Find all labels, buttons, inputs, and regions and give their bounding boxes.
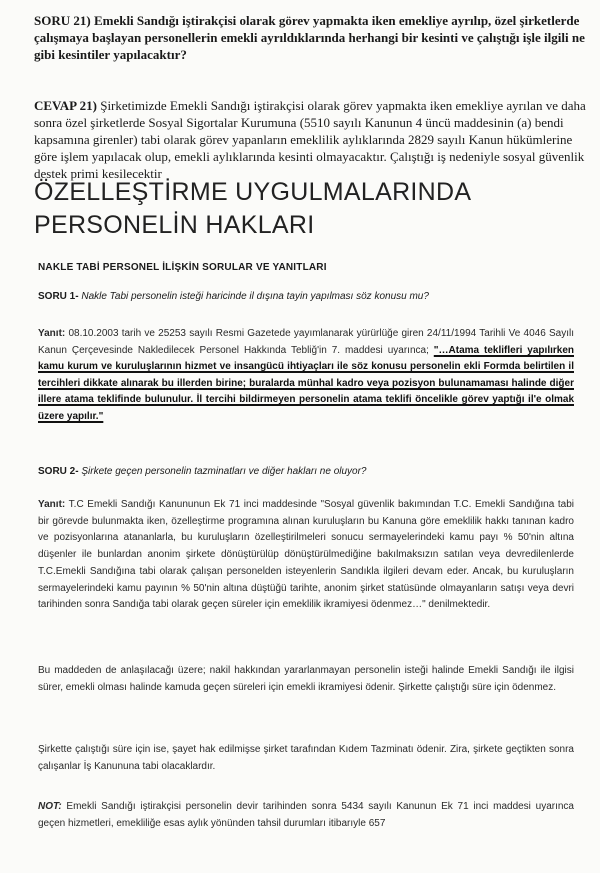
answer-1-underlined-quote: "…Atama teklifleri yapılırken kamu kurum ve kuruluşlarının hizmet ve insangücü ihtiyaçları ile söz konusu personelin ekli Formda belirtilen il tercihleri dikkate alınarak bu illerden birine; buralarda münhal kadro veya pozisyon bulunamaması halinde diğer illere atama teklifinde bulunulur. İl tercihi bildirmeyen personelin atama teklifi öncelikle görev yaptığı il'e olmak üzere yapılır."	[38, 344, 574, 422]
answer-2	[38, 497, 574, 614]
answer-1-text: 08.10.2003 tarih ve 25253 sayılı Resmi Gazetede yayımlanarak yürürlüğe giren 24/11/1994 Tarihli Ve 4046 Sayılı Kanun Çerçevesinde Nakledilecek Personel Hakkında Tebliğ'in 7. maddesi uyarınca;	[38, 328, 574, 356]
question-21-text: SORU 21) Emekli Sandığı iştirakçisi olarak görev yapmakta iken emekliye ayrılıp, özel şirketlerde çalışmaya başlayan personellerin emekli ayrıldıklarında herhangi bir kesinti ve çalıştığı işle ilgili ne gibi kesintiler yapılacaktır?	[34, 13, 585, 62]
question-2-label: SORU 2-	[38, 466, 79, 477]
answer-21-text: Şirketimizde Emekli Sandığı iştirakçisi olarak görev yapmakta iken emekliye ayrılan ve daha sonra özel şirketlerde Sosyal Sigortalar Kurumuna (5510 sayılı Kanunun 4 üncü maddesinin (a) bendi kapsamına girenler) tabi olarak görev yapanların emeklilik aylıklarında 2829 sayılı Kanun hükümlerine göre işlem yapılacak olup, emekli aylıklarında kesinti olmayacaktır. Çalıştığı iş nedeniyle sosyal güvenlik destek primi kesilecektir	[34, 98, 586, 181]
question-2-text: Şirkete geçen personelin tazminatları ve diğer hakları ne oluyor?	[78, 466, 367, 477]
note-paragraph	[38, 799, 574, 832]
section-heading: ÖZELLEŞTİRME UYGULMALARINDA PERSONELİN HAKLARI	[34, 178, 470, 239]
question-2	[38, 466, 578, 477]
answer-2-label: Yanıt:	[38, 499, 66, 510]
question-21	[34, 12, 586, 63]
answer-2-text: T.C Emekli Sandığı Kanununun Ek 71 inci maddesinde "Sosyal güvenlik bakımından T.C. Emekli Sandığına tabi bir görevde bulunmakta iken, özelleştirme programına alınan kuruluşların bu Kanuna göre emeklilik hakkı tanınan kadro ve pozisyonlarına atananlarla, bu kuruluşların özelleştirilmeleri sonucu sermayelerindeki kamu payı % 50'nin altına düşenler ile bunlardan anonim şirkete dönüştürülüp dönüştürülmediğine bakılmaksızın satılan veya devredilenlerde T.C.Emekli Sandığına tabi olarak çalışan personelden isteyenlerin Sandıkla ilgileri devam eder. Ancak, bu kuruluşların sermayelerindeki kamu payının % 50'nin altına düştüğü tarihte, anonim şirket statüsünde olmayanların satışı veya devri tarihinden sonra Sandığa tabi olarak geçen süreler için emeklilik ikramiyesi ödenmez…" denilmektedir.	[38, 499, 574, 611]
answer-21-label: CEVAP 21)	[34, 98, 97, 113]
question-1-label: SORU 1-	[38, 291, 79, 302]
question-1-text: Nakle Tabi personelin isteği haricinde il dışına tayin yapılması söz konusu mu?	[78, 291, 429, 302]
section-subheading: NAKLE TABİ PERSONEL İLİŞKİN SORULAR VE YANITLARI	[38, 262, 327, 273]
answer-1	[38, 326, 574, 426]
answer-1-label: Yanıt:	[38, 328, 66, 339]
answer-21	[34, 97, 586, 182]
paragraph-severance: Şirkette çalıştığı süre için ise, şayet hak edilmişse şirket tarafından Kıdem Tazminatı ödenir. Zira, şirkete geçtikten sonra çalışanlar İş Kanununa tabi olacaklardır.	[38, 744, 574, 772]
paragraph-pension: Bu maddeden de anlaşılacağı üzere; nakil hakkından yararlanmayan personelin isteği halinde Emekli Sandığı ile ilgisi sürer, emekli olması halinde kamuda geçen süreleri için emekli ikramiyesi ödenir. Şirkette çalıştığı süre için ödenmez.	[38, 665, 574, 693]
note-text: Emekli Sandığı iştirakçisi personelin devir tarihinden sonra 5434 sayılı Kanunun Ek 71 inci maddesi uyarınca geçen hizmetleri, emekliliğe esas aylık yönünden tahsil durumları itibarıyle 657	[38, 801, 574, 829]
question-1	[38, 291, 578, 302]
note-label: NOT:	[38, 801, 62, 812]
